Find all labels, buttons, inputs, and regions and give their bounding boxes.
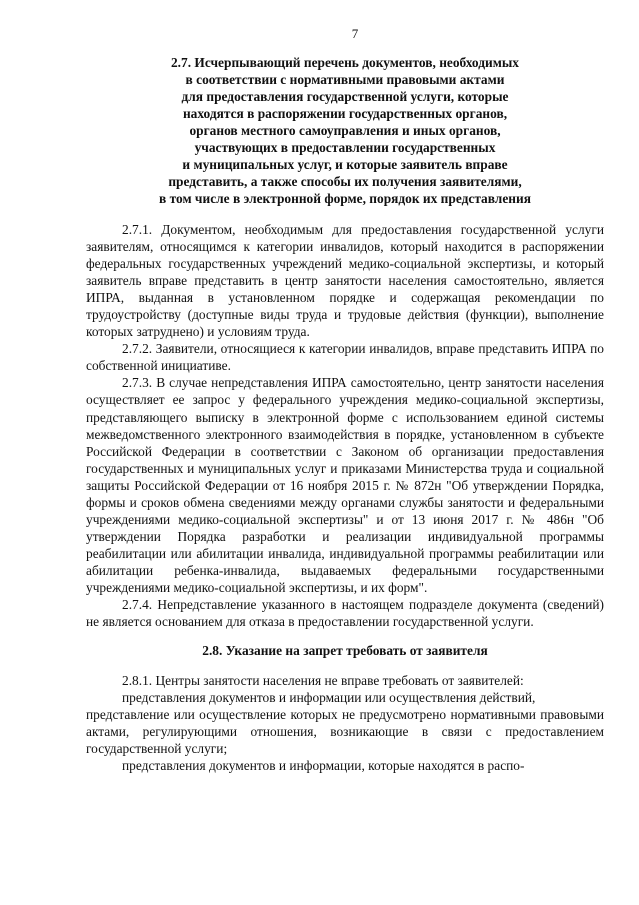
paragraph-2-8-1-item-2: представления документов и информации, которые находятся в распо- [122,758,525,774]
section-2-7-heading [86,54,604,207]
heading-line: представить, а также способы их получения заявителями, [168,174,522,189]
page-number: 7 [351,26,359,41]
section-2-8-heading: 2.8. Указание на запрет требовать от заявителя [202,643,488,659]
heading-line: органов местного самоуправления и иных органов, [189,123,501,138]
heading-line: 2.7. Исчерпывающий перечень документов, необходимых [170,55,519,70]
heading-line: и муниципальных услуг, и которые заявитель вправе [182,157,508,172]
paragraph-2-7-3: 2.7.3. В случае непредставления ИПРА самостоятельно, центр занятости населения осуществляет ее запрос у федерального учреждения медико-социальной экспертизы, представляющего выписку в электронной форме с использованием единой системы межведомственного электронного взаимодействия в порядке, установленном в субъекте Российской Федерации в соответствии с Законом об организации предоставления государственных и муниципальных услуг и приказами Министерства труда и социальной защиты Российской Федерации от 16 ноября 2015 г. № 872н "Об утверждении Порядка, формы и сроков обмена сведениями между органами службы занятости и федеральными учреждениями медико-социальной экспертизы" и от 13 июня 2017 г. № 486н "Об утверждении Порядка разработки и реализации индивидуальной программы реабилитации или абилитации инвалида, индивидуальной программы реабилитации или абилитации ребенка-инвалида, выдаваемых федеральными государственными учреждениями медико-социальной экспертизы, и их форм". [86,375,604,595]
paragraph-2-7-1: 2.7.1. Документом, необходимым для предоставления государственной услуги заявителям, относящимся к категории инвалидов, который находится в распоряжении федеральных государственных учреждений медико-социальной экспертизы, и который заявитель вправе представить в центр занятости населения самостоятельно, является ИПРА, выданная в установленном порядке и содержащая рекомендации по трудоустройству (доступные виды труда и трудовые действия (функции), выполнение которых затруднено) и условиям труда. [86,222,604,340]
heading-line: находятся в распоряжении государственных органов, [182,106,508,121]
heading-line: в том числе в электронной форме, порядок их представления [159,191,531,206]
heading-line: участвующих в предоставлении государственных [194,140,496,155]
paragraph-2-8-1-item-1-cont: представление или осуществление которых не предусмотрено нормативными правовыми актами, регулирующими отношения, возникающие в связи с предоставлением государственной услуги; [86,707,604,757]
paragraph-2-8-1-item-1: представления документов и информации или осуществления действий, [122,690,536,706]
paragraph-2-8-1: 2.8.1. Центры занятости населения не вправе требовать от заявителей: [122,673,524,689]
paragraph-2-7-2: 2.7.2. Заявители, относящиеся к категории инвалидов, вправе представить ИПРА по собственной инициативе. [86,341,604,374]
paragraph-2-7-4: 2.7.4. Непредставление указанного в настоящем подразделе документа (сведений) не является основанием для отказа в предоставлении государственной услуги. [86,597,604,630]
heading-line: в соответствии с нормативными правовыми актами [185,72,505,87]
heading-line: для предоставления государственной услуги, которые [181,89,509,104]
